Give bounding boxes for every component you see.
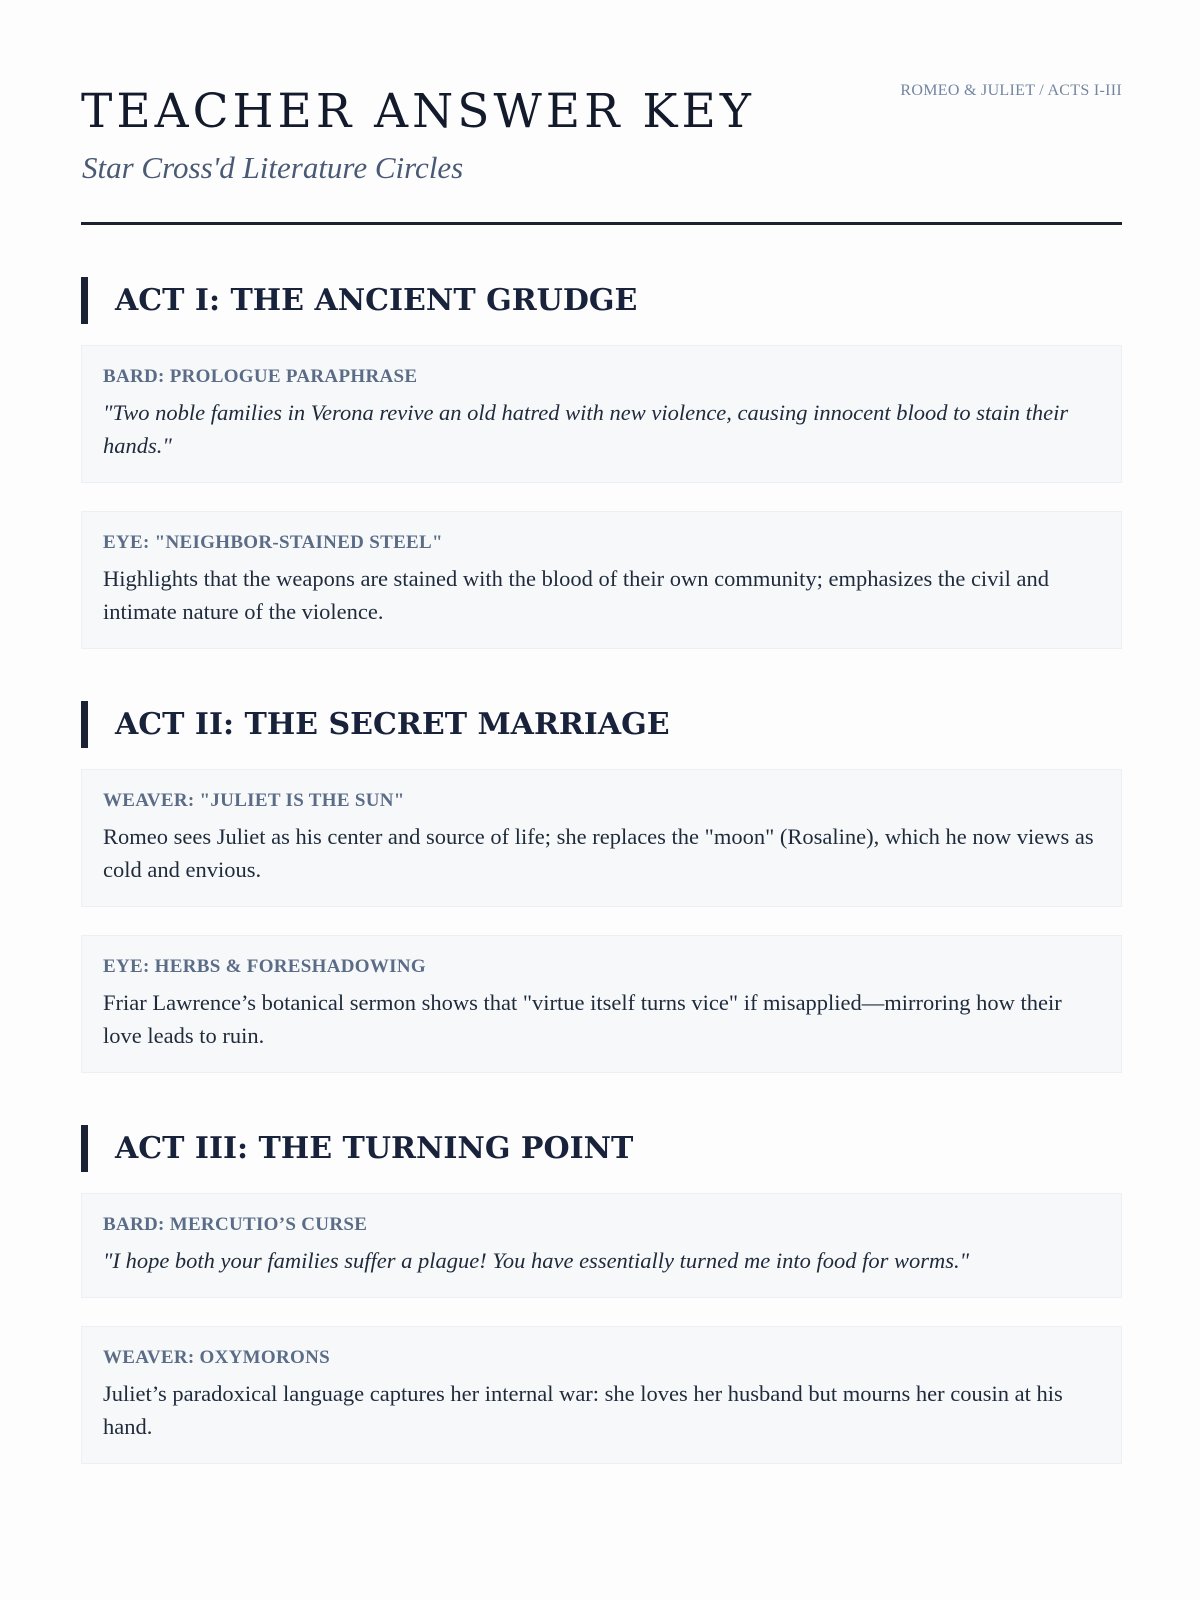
answer-card-text: "I hope both your families suffer a plague! You have essentially turned me into food for worms." [103, 1248, 970, 1273]
document-meta: ROMEO & JULIET / ACTS I-III [900, 82, 1122, 99]
act-section [81, 277, 1122, 649]
document-subtitle: Star Cross'd Literature Circles [82, 150, 464, 185]
document-header [81, 0, 1122, 225]
act-section [81, 701, 1122, 1073]
answer-card [81, 345, 1122, 483]
answer-card [81, 1326, 1122, 1464]
answer-card [81, 511, 1122, 649]
answer-card-text: Romeo sees Juliet as his center and source of life; she replaces the "moon" (Rosaline), which he now views as cold and envious. [103, 824, 1094, 882]
answer-card-text: "Two noble families in Verona revive an old hatred with new violence, causing innocent blood to stain their hands." [103, 400, 1069, 458]
answer-card-text: Highlights that the weapons are stained with the blood of their own community; emphasizes the civil and intimate nature of the violence. [103, 566, 1050, 624]
answer-card-text: Juliet’s paradoxical language captures her internal war: she loves her husband but mourns her cousin at his hand. [103, 1381, 1063, 1439]
answer-card-text: Friar Lawrence’s botanical sermon shows that "virtue itself turns vice" if misapplied—mirroring how their love leads to ruin. [103, 990, 1062, 1048]
answer-card-label: EYE: HERBS & FORESHADOWING [103, 956, 426, 977]
answer-card [81, 935, 1122, 1073]
answer-card-label: EYE: "NEIGHBOR-STAINED STEEL" [103, 532, 443, 553]
act-heading [81, 1125, 1122, 1173]
act-title: ACT I: THE ANCIENT GRUDGE [115, 283, 638, 318]
act-accent-bar [81, 277, 88, 324]
answer-card [81, 769, 1122, 907]
act-accent-bar [81, 1125, 88, 1172]
act-heading [81, 277, 1122, 325]
act-accent-bar [81, 701, 88, 748]
act-title: ACT III: THE TURNING POINT [115, 1131, 634, 1166]
answer-key-page [81, 0, 1122, 1492]
answer-card-label: WEAVER: "JULIET IS THE SUN" [103, 790, 405, 811]
answer-card-label: BARD: MERCUTIO’S CURSE [103, 1214, 368, 1235]
act-heading [81, 701, 1122, 749]
answer-card [81, 1193, 1122, 1298]
answer-card-label: BARD: PROLOGUE PARAPHRASE [103, 366, 418, 387]
act-section [81, 1125, 1122, 1464]
document-title: TEACHER ANSWER KEY [81, 84, 755, 139]
act-title: ACT II: THE SECRET MARRIAGE [115, 707, 670, 742]
answer-card-label: WEAVER: OXYMORONS [103, 1347, 330, 1368]
